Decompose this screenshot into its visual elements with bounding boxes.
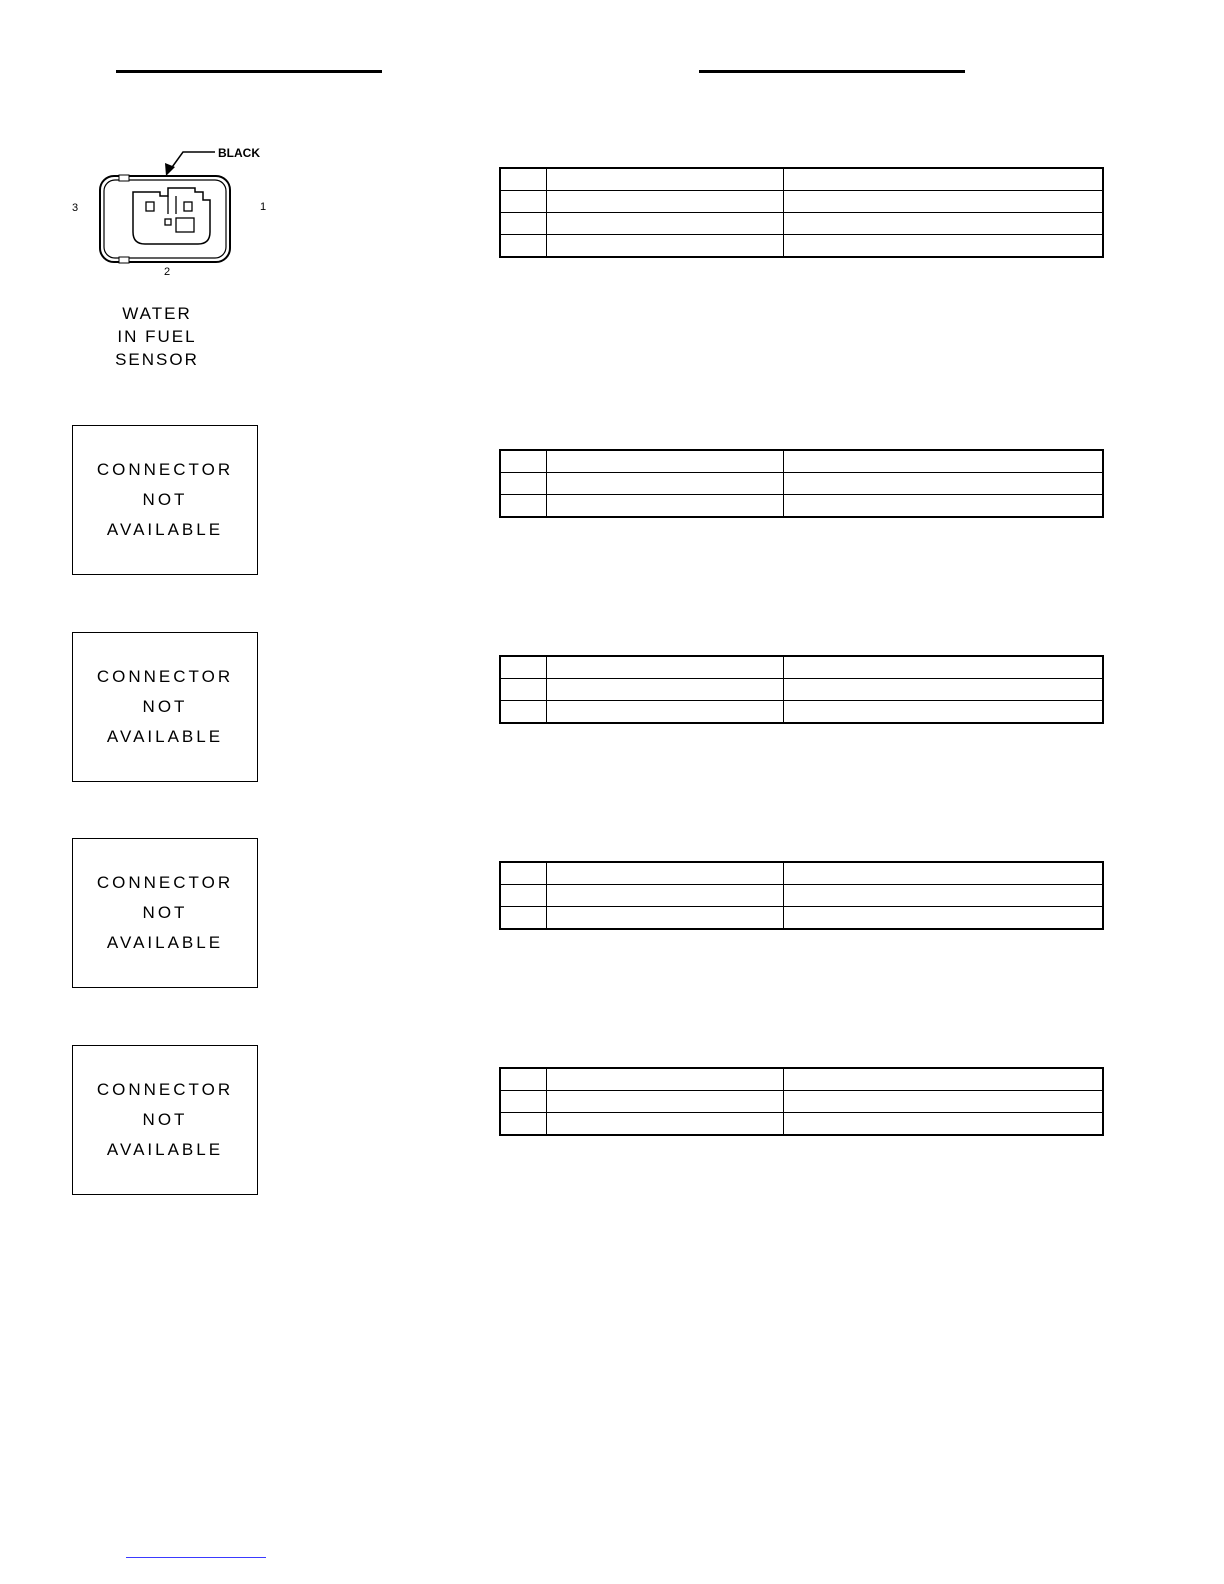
table-cell bbox=[546, 191, 783, 213]
na-text-line: CONNECTOR bbox=[96, 460, 234, 479]
na-text-line: NOT bbox=[142, 697, 188, 716]
table-row bbox=[500, 213, 1103, 235]
table-row bbox=[500, 1068, 1103, 1091]
table-cell bbox=[500, 1091, 546, 1113]
table-cell bbox=[546, 907, 783, 930]
table-cell bbox=[500, 679, 546, 701]
table-cell bbox=[783, 656, 1103, 679]
table-cell bbox=[546, 1068, 783, 1091]
na-text-line: AVAILABLE bbox=[106, 933, 224, 952]
table-cell bbox=[500, 450, 546, 473]
table-cell bbox=[546, 656, 783, 679]
table-row bbox=[500, 907, 1103, 930]
table-cell bbox=[500, 168, 546, 191]
table-cell bbox=[546, 168, 783, 191]
pin-table bbox=[499, 861, 1104, 930]
table-cell bbox=[500, 191, 546, 213]
table-cell bbox=[783, 495, 1103, 518]
table-cell bbox=[500, 1113, 546, 1136]
table-cell bbox=[783, 168, 1103, 191]
pin-label-1: 1 bbox=[260, 201, 267, 213]
water-in-fuel-connector-diagram bbox=[62, 140, 267, 280]
footer-link-underline[interactable] bbox=[126, 1557, 266, 1558]
table-row bbox=[500, 473, 1103, 495]
connector-not-available-box bbox=[72, 1045, 258, 1195]
table-cell bbox=[783, 191, 1103, 213]
sensor-caption-line: WATER bbox=[122, 304, 192, 323]
table-cell bbox=[783, 885, 1103, 907]
na-text-line: NOT bbox=[142, 490, 188, 509]
table-row bbox=[500, 168, 1103, 191]
table-cell bbox=[500, 701, 546, 724]
table-cell bbox=[783, 907, 1103, 930]
pin-table bbox=[499, 1067, 1104, 1136]
table-cell bbox=[546, 235, 783, 258]
table-cell bbox=[500, 885, 546, 907]
table-cell bbox=[546, 1113, 783, 1136]
table-cell bbox=[546, 495, 783, 518]
table-cell bbox=[546, 1091, 783, 1113]
na-text-line: AVAILABLE bbox=[106, 727, 224, 746]
table-cell bbox=[783, 1091, 1103, 1113]
na-text-line: NOT bbox=[142, 1110, 188, 1129]
na-text-line: NOT bbox=[142, 903, 188, 922]
table-cell bbox=[500, 1068, 546, 1091]
table-row bbox=[500, 450, 1103, 473]
connector-not-available-box bbox=[72, 838, 258, 988]
table-cell bbox=[500, 907, 546, 930]
table-cell bbox=[500, 862, 546, 885]
table-cell bbox=[546, 473, 783, 495]
pin-table bbox=[499, 655, 1104, 724]
connector-not-available-box bbox=[72, 632, 258, 782]
table-row bbox=[500, 885, 1103, 907]
table-cell bbox=[500, 656, 546, 679]
sensor-caption bbox=[97, 302, 217, 371]
table-cell bbox=[783, 235, 1103, 258]
table-cell bbox=[500, 213, 546, 235]
pin-label-3: 3 bbox=[72, 202, 79, 214]
right-header-rule bbox=[699, 70, 965, 73]
connector-not-available-box bbox=[72, 425, 258, 575]
table-cell bbox=[783, 213, 1103, 235]
table-row bbox=[500, 191, 1103, 213]
sensor-caption-line: SENSOR bbox=[115, 350, 199, 369]
table-row bbox=[500, 656, 1103, 679]
table-row bbox=[500, 1113, 1103, 1136]
table-row bbox=[500, 679, 1103, 701]
na-text-line: AVAILABLE bbox=[106, 1140, 224, 1159]
na-text-line: CONNECTOR bbox=[96, 1080, 234, 1099]
pin-table bbox=[499, 167, 1104, 258]
table-row bbox=[500, 1091, 1103, 1113]
table-cell bbox=[500, 495, 546, 518]
table-cell bbox=[500, 473, 546, 495]
table-cell bbox=[546, 450, 783, 473]
na-text-line: CONNECTOR bbox=[96, 873, 234, 892]
left-header-rule bbox=[116, 70, 382, 73]
color-callout-label: BLACK bbox=[218, 146, 260, 160]
table-cell bbox=[546, 885, 783, 907]
table-cell bbox=[546, 862, 783, 885]
pin-label-2: 2 bbox=[164, 266, 171, 278]
table-cell bbox=[546, 701, 783, 724]
table-cell bbox=[783, 473, 1103, 495]
na-text-line: CONNECTOR bbox=[96, 667, 234, 686]
table-cell bbox=[783, 862, 1103, 885]
table-cell bbox=[783, 701, 1103, 724]
table-cell bbox=[783, 1068, 1103, 1091]
table-row bbox=[500, 701, 1103, 724]
table-cell bbox=[783, 679, 1103, 701]
table-cell bbox=[783, 450, 1103, 473]
table-row bbox=[500, 235, 1103, 258]
table-row bbox=[500, 495, 1103, 518]
table-cell bbox=[546, 679, 783, 701]
table-cell bbox=[546, 213, 783, 235]
sensor-caption-line: IN FUEL bbox=[117, 327, 197, 346]
table-cell bbox=[783, 1113, 1103, 1136]
pin-table bbox=[499, 449, 1104, 518]
table-cell bbox=[500, 235, 546, 258]
na-text-line: AVAILABLE bbox=[106, 520, 224, 539]
table-row bbox=[500, 862, 1103, 885]
